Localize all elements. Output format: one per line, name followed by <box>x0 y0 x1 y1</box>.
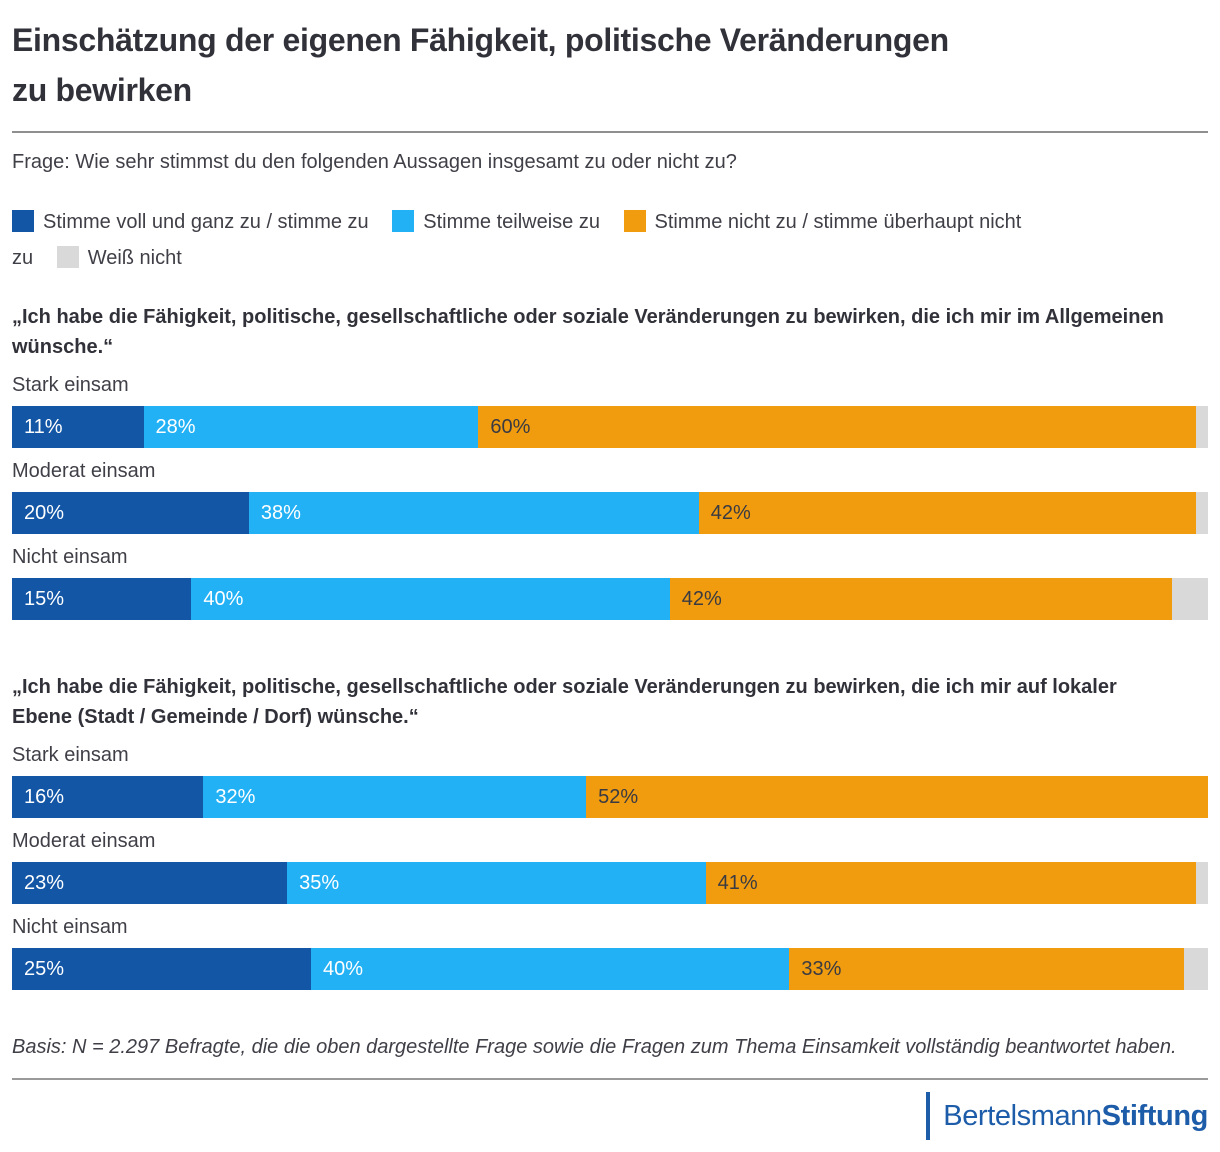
bar-segment-disagree <box>670 578 1172 620</box>
bar-value-label: 15% <box>24 588 65 611</box>
bar-segment-disagree <box>789 948 1184 990</box>
logo-text-regular: Bertelsmann <box>943 1099 1102 1132</box>
bar-value-label: 32% <box>215 786 256 809</box>
bar-segment-disagree <box>478 406 1196 448</box>
bertelsmann-stiftung-logo <box>943 1100 1208 1133</box>
title-divider <box>12 131 1208 133</box>
stacked-bar-local-nicht-einsam <box>12 948 1208 990</box>
bar-value-label: 25% <box>24 958 65 981</box>
bar-value-label: 20% <box>24 502 65 525</box>
legend-swatch-partly-icon <box>392 210 414 232</box>
row-label-nicht-einsam: Nicht einsam <box>12 916 128 939</box>
bar-segment-agree <box>12 578 191 620</box>
chart-section-general <box>12 302 1208 620</box>
bar-value-label: 42% <box>710 502 751 525</box>
row-label-moderat-einsam: Moderat einsam <box>12 830 156 853</box>
row-label-stark-einsam: Stark einsam <box>12 374 129 397</box>
legend-swatch-disagree-icon <box>624 210 646 232</box>
bar-segment-disagree <box>586 776 1208 818</box>
legend-item-partly <box>392 211 600 233</box>
legend-swatch-agree-icon <box>12 210 34 232</box>
stacked-bar-local-stark-einsam <box>12 776 1208 818</box>
legend-label-dontknow: Weiß nicht <box>87 247 182 270</box>
legend <box>12 204 1032 276</box>
statement-general: „Ich habe die Fähigkeit, politische, gesellschaftliche oder soziale Veränderungen zu bewirken, die ich mir im Allgemeinen wünsche.“ <box>12 306 1164 359</box>
logo-text-bold: Stiftung <box>1101 1099 1208 1132</box>
footnote-basis: Basis: N = 2.297 Befragte, die die oben dargestellte Frage sowie die Fragen zum Thema Einsamkeit vollständig beantwortet haben. <box>12 1036 1177 1059</box>
stacked-bar-local-moderat-einsam <box>12 862 1208 904</box>
legend-swatch-dontknow-icon <box>57 246 79 268</box>
question-text: Frage: Wie sehr stimmst du den folgenden Aussagen insgesamt zu oder nicht zu? <box>12 151 737 174</box>
bar-value-label: 60% <box>490 416 531 439</box>
bar-value-label: 33% <box>801 958 842 981</box>
footer <box>12 1080 1208 1152</box>
stacked-bar-general-stark-einsam <box>12 406 1208 448</box>
bar-value-label: 41% <box>717 872 758 895</box>
bar-value-label: 40% <box>203 588 244 611</box>
bar-value-label: 42% <box>681 588 722 611</box>
bar-segment-agree <box>12 492 249 534</box>
bar-segment-agree <box>12 948 311 990</box>
bar-value-label: 11% <box>24 416 63 439</box>
statement-local: „Ich habe die Fähigkeit, politische, gesellschaftliche oder soziale Veränderungen zu bewirken, die ich mir auf lokaler Ebene (Stadt / Gemeinde / Dorf) wünsche.“ <box>12 676 1117 729</box>
bar-segment-partly <box>249 492 699 534</box>
bar-value-label: 38% <box>260 502 301 525</box>
bar-segment-partly <box>144 406 479 448</box>
bar-segment-partly <box>203 776 586 818</box>
row-label-nicht-einsam: Nicht einsam <box>12 546 128 569</box>
chart-section-local <box>12 672 1208 990</box>
legend-label-disagree: Stimme nicht zu / stimme überhaupt nicht zu <box>12 211 1022 270</box>
bar-segment-partly <box>191 578 669 620</box>
logo-vertical-bar-icon <box>926 1092 930 1140</box>
bar-segment-agree <box>12 406 144 448</box>
bar-value-label: 16% <box>24 786 65 809</box>
bar-value-label: 28% <box>155 416 196 439</box>
legend-item-agree <box>12 211 369 233</box>
bar-segment-disagree <box>699 492 1196 534</box>
row-label-moderat-einsam: Moderat einsam <box>12 460 156 483</box>
bar-segment-agree <box>12 776 203 818</box>
row-label-stark-einsam: Stark einsam <box>12 744 129 767</box>
bar-value-label: 40% <box>323 958 364 981</box>
bar-value-label: 23% <box>24 872 65 895</box>
stacked-bar-general-nicht-einsam <box>12 578 1208 620</box>
bar-segment-partly <box>287 862 706 904</box>
bar-segment-disagree <box>706 862 1196 904</box>
legend-label-agree: Stimme voll und ganz zu / stimme zu <box>43 211 369 234</box>
bar-segment-partly <box>311 948 789 990</box>
page-title: Einschätzung der eigenen Fähigkeit, politische Veränderungen zu bewirken <box>12 22 949 108</box>
legend-item-dontknow <box>57 247 182 269</box>
bar-value-label: 52% <box>598 786 639 809</box>
bar-value-label: 35% <box>299 872 340 895</box>
bar-segment-agree <box>12 862 287 904</box>
legend-label-partly: Stimme teilweise zu <box>423 211 600 234</box>
stacked-bar-general-moderat-einsam <box>12 492 1208 534</box>
